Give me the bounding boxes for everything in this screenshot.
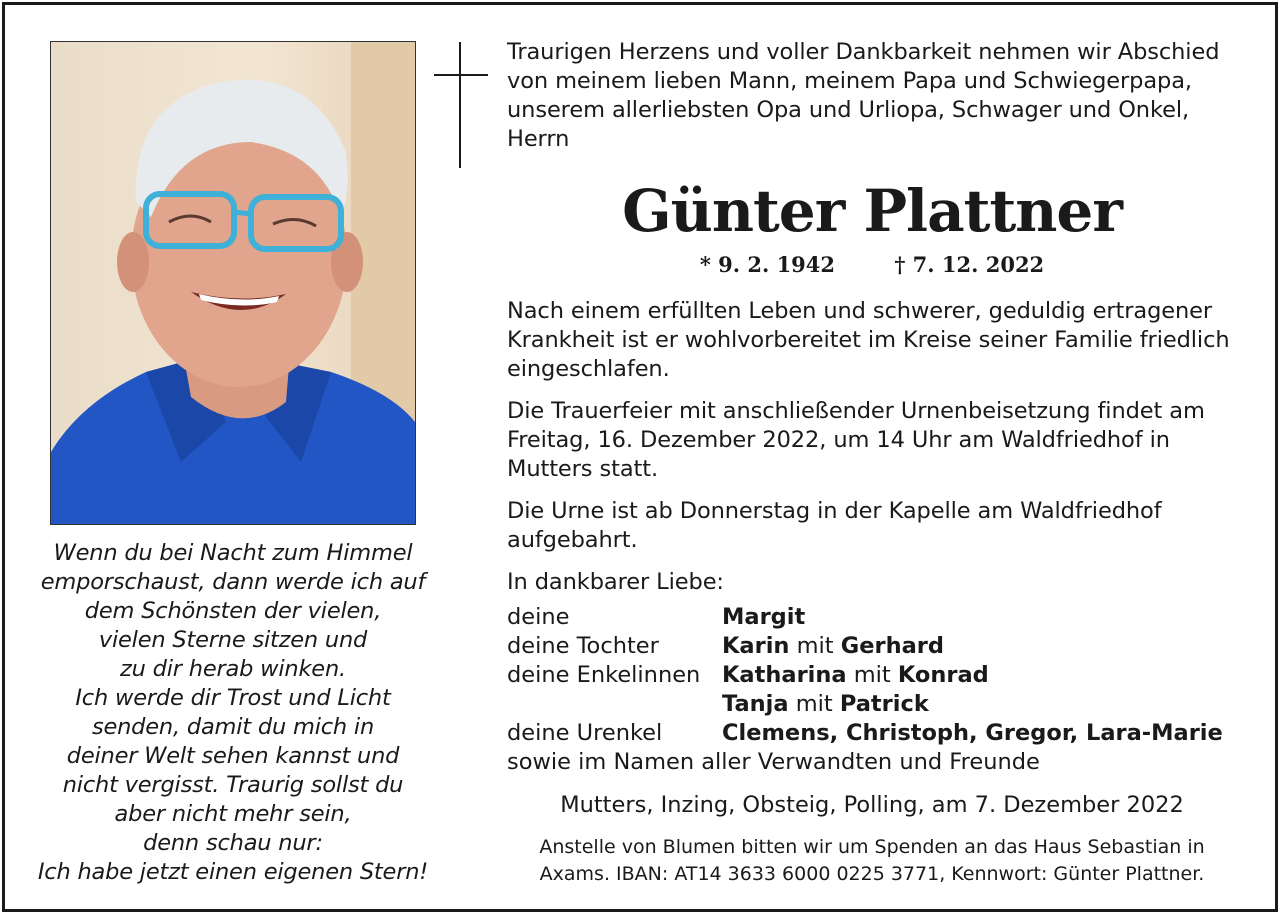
deceased-name: Günter Plattner	[622, 177, 1122, 245]
poem-line: vielen Sterne sitzen und	[98, 627, 368, 653]
paragraph-line: Krankheit ist er wohlvorbereitet im Kreise seiner Familie friedlich	[507, 327, 1230, 353]
poem-line: denn schau nur:	[143, 830, 323, 856]
donation-line: Anstelle von Blumen bitten wir um Spenden an das Haus Sebastian in	[539, 836, 1205, 858]
family-connector: mit	[789, 633, 841, 659]
family-names: Katharina	[722, 662, 847, 688]
paragraph-urn	[507, 497, 1162, 555]
intro-line: unserem allerliebsten Opa und Urliopa, Schwager und Onkel,	[507, 97, 1190, 123]
family-names: Tanja	[722, 691, 789, 717]
paragraph-line: aufgebahrt.	[507, 527, 638, 553]
birth-date: * 9. 2. 1942	[699, 252, 836, 277]
family-relation: deine	[507, 604, 570, 630]
paragraph-line: Die Trauerfeier mit anschließender Urnenbeisetzung findet am	[507, 398, 1205, 424]
family-row	[507, 632, 1223, 661]
family-partner: Gerhard	[840, 633, 944, 659]
obituary-frame	[2, 2, 1278, 912]
poem-line: zu dir herab winken.	[120, 656, 346, 682]
family-connector: mit	[788, 691, 840, 717]
family-names: Karin	[722, 633, 790, 659]
poem-line: aber nicht mehr sein,	[114, 801, 352, 827]
family-list	[507, 603, 1223, 777]
intro-line: Traurigen Herzens und voller Dankbarkeit nehmen wir Abschied	[507, 39, 1220, 65]
paragraph-line: Nach einem erfüllten Leben und schwerer, geduldig ertragener	[507, 298, 1213, 324]
poem-line: dem Schönsten der vielen,	[84, 598, 382, 624]
cross-icon	[459, 42, 461, 168]
paragraph-illness	[507, 297, 1230, 384]
poem	[25, 539, 441, 887]
paragraph-line: eingeschlafen.	[507, 356, 670, 382]
family-row	[507, 719, 1223, 748]
family-row	[507, 661, 1223, 690]
poem-line: emporschaust, dann werde ich auf	[40, 569, 426, 595]
family-relation: deine Tochter	[507, 633, 659, 659]
family-names: Clemens, Christoph, Gregor, Lara-Marie	[722, 720, 1223, 746]
death-date: † 7. 12. 2022	[894, 252, 1045, 277]
family-partner: Konrad	[897, 662, 989, 688]
relatives-line: sowie im Namen aller Verwandten und Freunde	[507, 749, 1040, 775]
poem-line: Ich werde dir Trost und Licht	[75, 685, 391, 711]
poem-line: nicht vergisst. Traurig sollst du	[62, 772, 404, 798]
place-date: Mutters, Inzing, Obsteig, Polling, am 7. Dezember 2022	[560, 792, 1184, 818]
family-row	[507, 603, 1223, 632]
family-names: Margit	[722, 604, 806, 630]
donation-line: Axams. IBAN: AT14 3633 6000 0225 3771, Kennwort: Günter Plattner.	[539, 863, 1205, 885]
family-row	[507, 690, 1223, 719]
family-partner: Patrick	[839, 691, 929, 717]
poem-line: senden, damit du mich in	[91, 714, 375, 740]
poem-line: Wenn du bei Nacht zum Himmel	[53, 540, 413, 566]
thanks-heading: In dankbarer Liebe:	[507, 569, 724, 595]
paragraph-line: Freitag, 16. Dezember 2022, um 14 Uhr am Waldfriedhof in	[507, 427, 1170, 453]
paragraph-line: Die Urne ist ab Donnerstag in der Kapelle am Waldfriedhof	[507, 498, 1162, 524]
intro-text	[507, 38, 1237, 154]
poem-line: Ich habe jetzt einen eigenen Stern!	[37, 859, 429, 885]
paragraph-ceremony	[507, 397, 1205, 484]
family-relation: deine Urenkel	[507, 720, 663, 746]
cross-icon-bar	[434, 74, 488, 76]
family-connector: mit	[846, 662, 898, 688]
intro-line: von meinem lieben Mann, meinem Papa und Schwiegerpapa,	[507, 68, 1192, 94]
portrait-photo	[50, 41, 416, 525]
donation-note	[507, 834, 1237, 888]
portrait-illustration	[51, 42, 415, 524]
poem-line: deiner Welt sehen kannst und	[66, 743, 400, 769]
life-dates	[507, 252, 1237, 277]
intro-line: Herrn	[507, 126, 570, 152]
paragraph-line: Mutters statt.	[507, 456, 659, 482]
family-relation: deine Enkelinnen	[507, 662, 701, 688]
